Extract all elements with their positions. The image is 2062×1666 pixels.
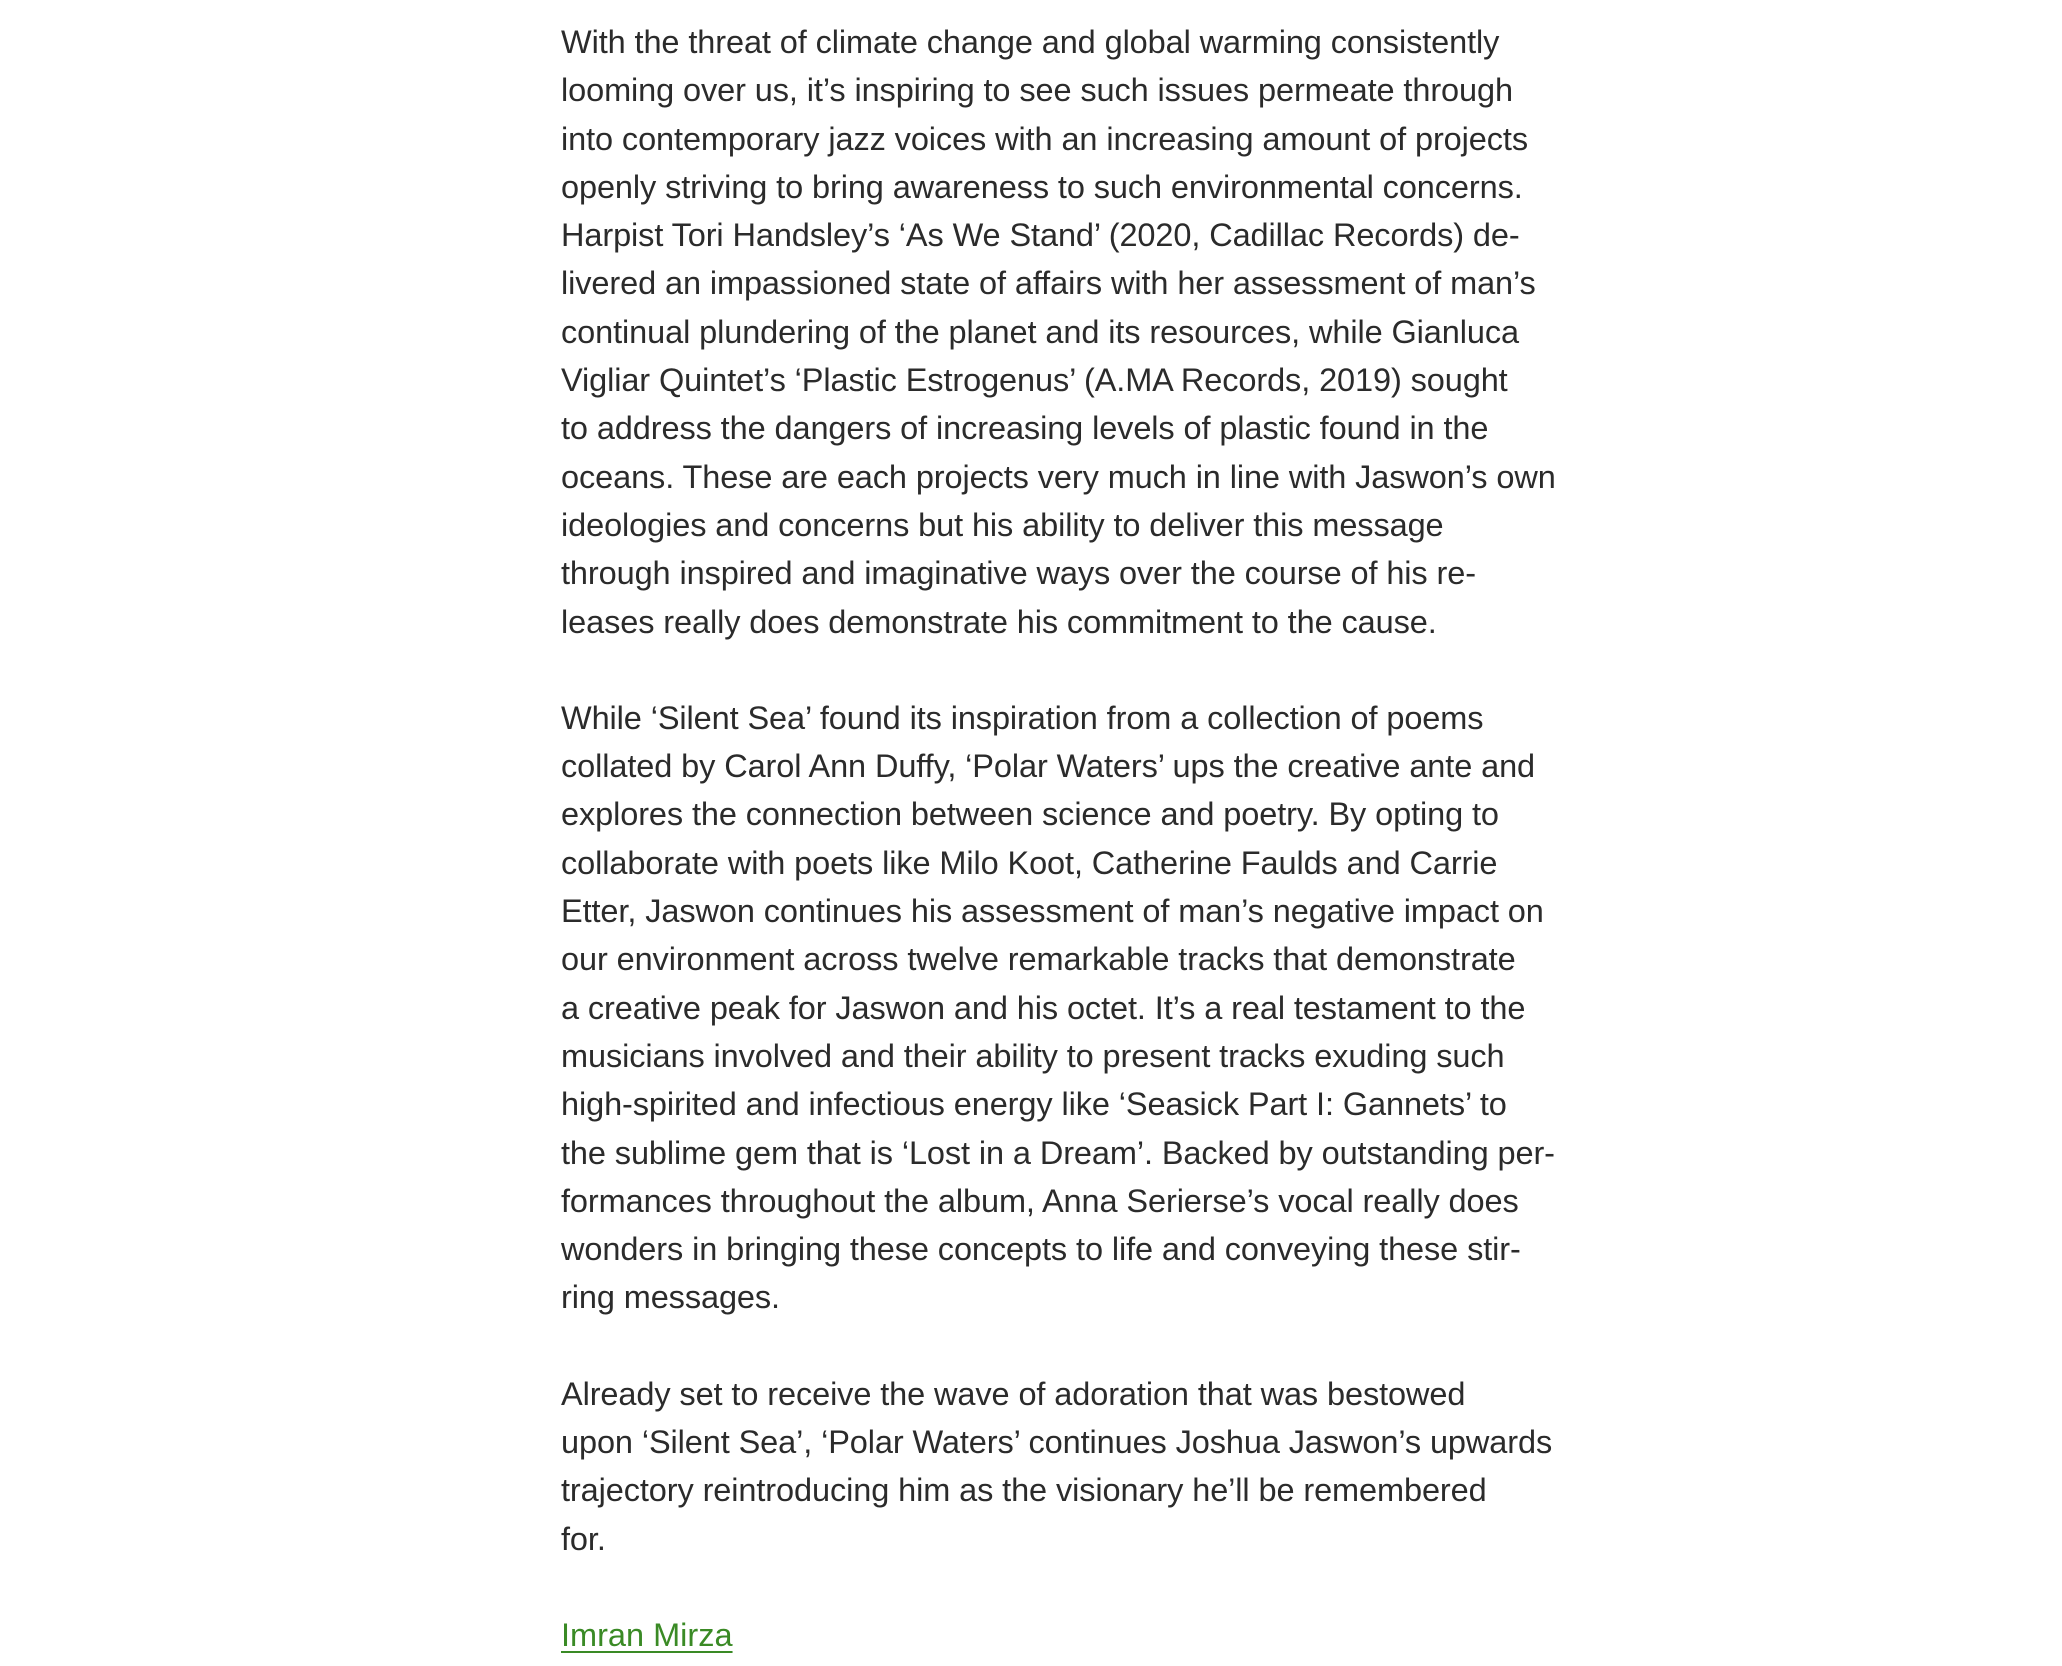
author-link[interactable]: Imran Mirza bbox=[561, 1616, 733, 1653]
text-line: With the threat of climate change and global warming consistently bbox=[561, 24, 1500, 60]
text-line: collated by Carol Ann Duffy, ‘Polar Waters’ ups the creative ante and bbox=[561, 748, 1536, 785]
text-line: high-spirited and infectious energy like ‘Seasick Part I: Gannets’ to bbox=[561, 1086, 1507, 1123]
text-line: a creative peak for Jaswon and his octet. It’s a real testament to the bbox=[561, 989, 1526, 1026]
text-line: trajectory reintroducing him as the visionary he’ll be remembered bbox=[561, 1472, 1487, 1509]
text-line: livered an impassioned state of affairs with her assessment of man’s bbox=[561, 265, 1536, 302]
text-line: into contemporary jazz voices with an increasing amount of projects bbox=[561, 120, 1528, 157]
text-line: leases really does demonstrate his commitment to the cause. bbox=[561, 603, 1437, 640]
paragraph-conclusion bbox=[561, 1370, 1553, 1563]
text-line: wonders in bringing these concepts to life and conveying these stir- bbox=[561, 1231, 1521, 1268]
text-line: oceans. These are each projects very much in line with Jaswon’s own bbox=[561, 458, 1556, 495]
text-line: collaborate with poets like Milo Koot, Catherine Faulds and Carrie bbox=[561, 844, 1498, 881]
text-line: through inspired and imaginative ways over the course of his re- bbox=[561, 555, 1476, 592]
text-line: While ‘Silent Sea’ found its inspiration from a collection of poems bbox=[561, 699, 1484, 736]
text-line: upon ‘Silent Sea’, ‘Polar Waters’ continues Joshua Jaswon’s upwards bbox=[561, 1424, 1553, 1461]
paragraph-polar-waters bbox=[561, 694, 1555, 1322]
text-line: continual plundering of the planet and its resources, while Gianluca bbox=[561, 313, 1519, 350]
text-line: Vigliar Quintet’s ‘Plastic Estrogenus’ (A.MA Records, 2019) sought bbox=[561, 362, 1508, 399]
text-line: ideologies and concerns but his ability to deliver this message bbox=[561, 506, 1444, 543]
text-line: ring messages. bbox=[561, 1279, 780, 1316]
text-line: musicians involved and their ability to present tracks exuding such bbox=[561, 1037, 1505, 1074]
text-line: the sublime gem that is ‘Lost in a Dream’. Backed by outstanding per- bbox=[561, 1134, 1555, 1171]
text-line: formances throughout the album, Anna Serierse’s vocal really does bbox=[561, 1182, 1519, 1219]
text-line: for. bbox=[561, 1520, 606, 1557]
text-line: Harpist Tori Handsley’s ‘As We Stand’ (2020, Cadillac Records) de- bbox=[561, 217, 1520, 254]
text-line: looming over us, it’s inspiring to see such issues permeate through bbox=[561, 72, 1513, 109]
paragraph-climate-context bbox=[561, 18, 1556, 646]
text-line: Already set to receive the wave of adoration that was bestowed bbox=[561, 1375, 1466, 1412]
article-body bbox=[561, 18, 1556, 1659]
text-line: Etter, Jaswon continues his assessment of man’s negative impact on bbox=[561, 893, 1544, 930]
text-line: to address the dangers of increasing levels of plastic found in the bbox=[561, 410, 1489, 447]
text-line: openly striving to bring awareness to such environmental concerns. bbox=[561, 168, 1523, 205]
text-line: our environment across twelve remarkable tracks that demonstrate bbox=[561, 941, 1516, 978]
text-line: explores the connection between science and poetry. By opting to bbox=[561, 796, 1499, 833]
